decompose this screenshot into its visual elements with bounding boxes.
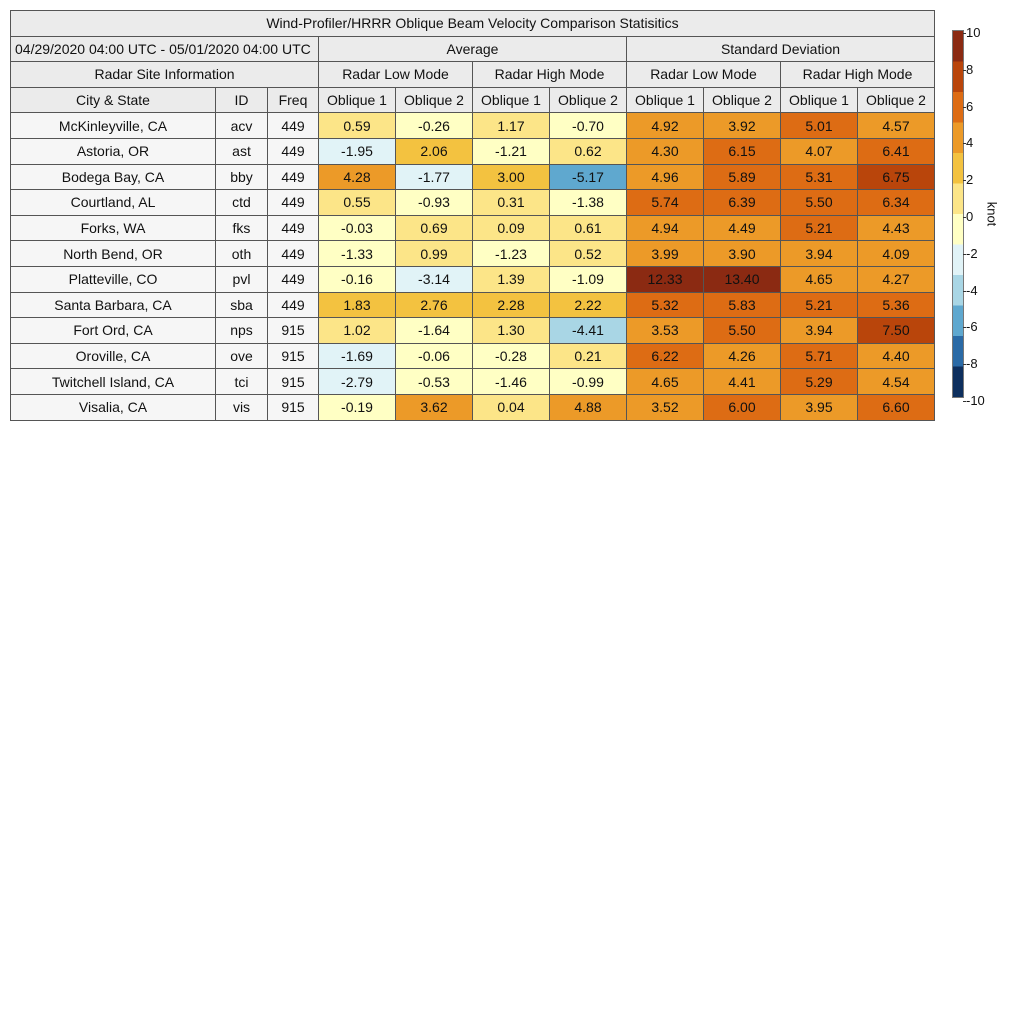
site-city-cell: McKinleyville, CA bbox=[11, 113, 216, 139]
std-high-mode-header: Radar High Mode bbox=[781, 62, 935, 88]
site-freq-cell: 915 bbox=[268, 394, 319, 420]
site-city-cell: Bodega Bay, CA bbox=[11, 164, 216, 190]
table-row bbox=[11, 394, 935, 420]
table-row bbox=[11, 241, 935, 267]
heatmap-cell: -1.23 bbox=[473, 241, 550, 267]
average-group-header: Average bbox=[319, 36, 627, 62]
heatmap-cell: 1.02 bbox=[319, 318, 396, 344]
heatmap-cell: 6.00 bbox=[704, 394, 781, 420]
site-city-cell: Twitchell Island, CA bbox=[11, 369, 216, 395]
heatmap-cell: -1.09 bbox=[550, 266, 627, 292]
table-row bbox=[11, 190, 935, 216]
heatmap-cell: -0.26 bbox=[396, 113, 473, 139]
site-city-cell: Visalia, CA bbox=[11, 394, 216, 420]
heatmap-cell: 4.92 bbox=[627, 113, 704, 139]
heatmap-cell: 0.55 bbox=[319, 190, 396, 216]
col-header-freq: Freq bbox=[268, 87, 319, 113]
heatmap-cell: -5.17 bbox=[550, 164, 627, 190]
site-id-cell: bby bbox=[216, 164, 268, 190]
site-freq-cell: 449 bbox=[268, 164, 319, 190]
table-row bbox=[11, 343, 935, 369]
heatmap-cell: 3.94 bbox=[781, 241, 858, 267]
heatmap-cell: -0.70 bbox=[550, 113, 627, 139]
col-header-avg-low-oblique-2: Oblique 2 bbox=[396, 87, 473, 113]
site-id-cell: oth bbox=[216, 241, 268, 267]
heatmap-cell: 5.71 bbox=[781, 343, 858, 369]
heatmap-cell: 0.99 bbox=[396, 241, 473, 267]
site-freq-cell: 449 bbox=[268, 292, 319, 318]
table-title: Wind-Profiler/HRRR Oblique Beam Velocity Comparison Statisitics bbox=[11, 11, 935, 37]
table-row bbox=[11, 292, 935, 318]
colorbar-tick-label: 6 bbox=[966, 98, 974, 114]
table-body bbox=[11, 113, 935, 420]
heatmap-cell: -1.95 bbox=[319, 138, 396, 164]
heatmap-cell: 5.83 bbox=[704, 292, 781, 318]
heatmap-cell: -0.16 bbox=[319, 266, 396, 292]
heatmap-cell: -0.99 bbox=[550, 369, 627, 395]
colorbar-tick-label: -2 bbox=[966, 245, 978, 261]
heatmap-cell: 0.59 bbox=[319, 113, 396, 139]
site-city-cell: Platteville, CO bbox=[11, 266, 216, 292]
site-freq-cell: 449 bbox=[268, 241, 319, 267]
site-id-cell: ast bbox=[216, 138, 268, 164]
site-freq-cell: 449 bbox=[268, 113, 319, 139]
heatmap-cell: 4.94 bbox=[627, 215, 704, 241]
site-city-cell: Oroville, CA bbox=[11, 343, 216, 369]
site-id-cell: vis bbox=[216, 394, 268, 420]
heatmap-cell: 2.28 bbox=[473, 292, 550, 318]
heatmap-cell: 0.62 bbox=[550, 138, 627, 164]
site-freq-cell: 449 bbox=[268, 190, 319, 216]
heatmap-cell: 5.50 bbox=[704, 318, 781, 344]
table-row bbox=[11, 113, 935, 139]
heatmap-cell: 5.36 bbox=[858, 292, 935, 318]
site-id-cell: acv bbox=[216, 113, 268, 139]
heatmap-cell: 3.00 bbox=[473, 164, 550, 190]
heatmap-cell: -1.46 bbox=[473, 369, 550, 395]
site-id-cell: tci bbox=[216, 369, 268, 395]
colorbar-tick-label: 4 bbox=[966, 135, 974, 151]
heatmap-cell: 4.49 bbox=[704, 215, 781, 241]
colorbar-tick-label: -4 bbox=[966, 282, 978, 298]
heatmap-cell: 5.21 bbox=[781, 292, 858, 318]
col-header-avg-low-oblique-1: Oblique 1 bbox=[319, 87, 396, 113]
colorbar-tick-label: 10 bbox=[966, 25, 981, 40]
colorbar-tick-label: 2 bbox=[966, 172, 974, 188]
heatmap-cell: 4.09 bbox=[858, 241, 935, 267]
heatmap-cell: 6.15 bbox=[704, 138, 781, 164]
site-id-cell: sba bbox=[216, 292, 268, 318]
heatmap-cell: -0.53 bbox=[396, 369, 473, 395]
heatmap-cell: -1.69 bbox=[319, 343, 396, 369]
std-group-header: Standard Deviation bbox=[627, 36, 935, 62]
site-city-cell: Fort Ord, CA bbox=[11, 318, 216, 344]
site-id-cell: pvl bbox=[216, 266, 268, 292]
colorbar-tick-label: -6 bbox=[966, 319, 978, 335]
heatmap-cell: -1.77 bbox=[396, 164, 473, 190]
heatmap-cell: 3.53 bbox=[627, 318, 704, 344]
heatmap-cell: -0.93 bbox=[396, 190, 473, 216]
heatmap-cell: 5.21 bbox=[781, 215, 858, 241]
col-header-std-high-oblique-1: Oblique 1 bbox=[781, 87, 858, 113]
heatmap-cell: 4.41 bbox=[704, 369, 781, 395]
heatmap-cell: 4.88 bbox=[550, 394, 627, 420]
heatmap-cell: -1.33 bbox=[319, 241, 396, 267]
heatmap-cell: 3.95 bbox=[781, 394, 858, 420]
col-header-std-low-oblique-1: Oblique 1 bbox=[627, 87, 704, 113]
heatmap-cell: 4.96 bbox=[627, 164, 704, 190]
heatmap-cell: 6.75 bbox=[858, 164, 935, 190]
heatmap-cell: 2.76 bbox=[396, 292, 473, 318]
heatmap-cell: 4.40 bbox=[858, 343, 935, 369]
table-row bbox=[11, 318, 935, 344]
site-freq-cell: 915 bbox=[268, 369, 319, 395]
table-row bbox=[11, 215, 935, 241]
site-info-header: Radar Site Information bbox=[11, 62, 319, 88]
colorbar-tick-label: 0 bbox=[966, 209, 974, 224]
heatmap-cell: 4.57 bbox=[858, 113, 935, 139]
site-freq-cell: 449 bbox=[268, 215, 319, 241]
heatmap-cell: 0.52 bbox=[550, 241, 627, 267]
heatmap-cell: -0.03 bbox=[319, 215, 396, 241]
heatmap-cell: 0.21 bbox=[550, 343, 627, 369]
heatmap-cell: 4.65 bbox=[781, 266, 858, 292]
site-id-cell: fks bbox=[216, 215, 268, 241]
site-id-cell: ctd bbox=[216, 190, 268, 216]
heatmap-cell: 3.52 bbox=[627, 394, 704, 420]
heatmap-cell: -2.79 bbox=[319, 369, 396, 395]
heatmap-cell: 5.32 bbox=[627, 292, 704, 318]
table-row bbox=[11, 369, 935, 395]
heatmap-cell: 3.90 bbox=[704, 241, 781, 267]
col-header-std-low-oblique-2: Oblique 2 bbox=[704, 87, 781, 113]
site-city-cell: Forks, WA bbox=[11, 215, 216, 241]
colorbar bbox=[952, 30, 964, 398]
heatmap-cell: 4.30 bbox=[627, 138, 704, 164]
heatmap-cell: -3.14 bbox=[396, 266, 473, 292]
heatmap-cell: -0.06 bbox=[396, 343, 473, 369]
heatmap-cell: 0.31 bbox=[473, 190, 550, 216]
colorbar-tick-label: -8 bbox=[966, 356, 978, 372]
std-low-mode-header: Radar Low Mode bbox=[627, 62, 781, 88]
heatmap-cell: 6.41 bbox=[858, 138, 935, 164]
heatmap-cell: 6.39 bbox=[704, 190, 781, 216]
heatmap-cell: 7.50 bbox=[858, 318, 935, 344]
heatmap-cell: 0.04 bbox=[473, 394, 550, 420]
heatmap-cell: 5.89 bbox=[704, 164, 781, 190]
site-freq-cell: 449 bbox=[268, 138, 319, 164]
site-id-cell: nps bbox=[216, 318, 268, 344]
site-city-cell: Santa Barbara, CA bbox=[11, 292, 216, 318]
statistics-table bbox=[10, 10, 935, 421]
table-row bbox=[11, 138, 935, 164]
heatmap-cell: 4.65 bbox=[627, 369, 704, 395]
table-row bbox=[11, 164, 935, 190]
heatmap-cell: 5.31 bbox=[781, 164, 858, 190]
table-row bbox=[11, 266, 935, 292]
heatmap-cell: 1.83 bbox=[319, 292, 396, 318]
site-city-cell: North Bend, OR bbox=[11, 241, 216, 267]
site-city-cell: Courtland, AL bbox=[11, 190, 216, 216]
heatmap-cell: 3.99 bbox=[627, 241, 704, 267]
heatmap-cell: -1.21 bbox=[473, 138, 550, 164]
heatmap-cell: 0.09 bbox=[473, 215, 550, 241]
heatmap-cell: 4.27 bbox=[858, 266, 935, 292]
heatmap-cell: 1.30 bbox=[473, 318, 550, 344]
site-freq-cell: 915 bbox=[268, 318, 319, 344]
heatmap-cell: 2.22 bbox=[550, 292, 627, 318]
heatmap-cell: 0.61 bbox=[550, 215, 627, 241]
heatmap-cell: -1.64 bbox=[396, 318, 473, 344]
heatmap-cell: 13.40 bbox=[704, 266, 781, 292]
site-id-cell: ove bbox=[216, 343, 268, 369]
heatmap-cell: 1.39 bbox=[473, 266, 550, 292]
colorbar-tick-label: -10 bbox=[966, 393, 985, 408]
heatmap-cell: 6.34 bbox=[858, 190, 935, 216]
heatmap-cell: 4.28 bbox=[319, 164, 396, 190]
avg-low-mode-header: Radar Low Mode bbox=[319, 62, 473, 88]
heatmap-cell: -0.19 bbox=[319, 394, 396, 420]
col-header-city: City & State bbox=[11, 87, 216, 113]
heatmap-cell: 2.06 bbox=[396, 138, 473, 164]
colorbar-tick-label: 8 bbox=[966, 61, 974, 77]
heatmap-cell: 5.01 bbox=[781, 113, 858, 139]
col-header-avg-high-oblique-2: Oblique 2 bbox=[550, 87, 627, 113]
heatmap-cell: 4.07 bbox=[781, 138, 858, 164]
heatmap-cell: 4.54 bbox=[858, 369, 935, 395]
colorbar-unit-label: knot bbox=[984, 201, 1000, 227]
date-range: 04/29/2020 04:00 UTC - 05/01/2020 04:00 UTC bbox=[11, 36, 319, 62]
heatmap-cell: 5.50 bbox=[781, 190, 858, 216]
heatmap-cell: 1.17 bbox=[473, 113, 550, 139]
heatmap-cell: 6.22 bbox=[627, 343, 704, 369]
heatmap-cell: 5.29 bbox=[781, 369, 858, 395]
col-header-avg-high-oblique-1: Oblique 1 bbox=[473, 87, 550, 113]
heatmap-cell: 3.94 bbox=[781, 318, 858, 344]
heatmap-cell: 6.60 bbox=[858, 394, 935, 420]
heatmap-cell: -0.28 bbox=[473, 343, 550, 369]
heatmap-cell: -4.41 bbox=[550, 318, 627, 344]
heatmap-cell: 3.62 bbox=[396, 394, 473, 420]
heatmap-cell: 4.43 bbox=[858, 215, 935, 241]
heatmap-cell: 12.33 bbox=[627, 266, 704, 292]
col-header-id: ID bbox=[216, 87, 268, 113]
heatmap-cell: -1.38 bbox=[550, 190, 627, 216]
site-freq-cell: 915 bbox=[268, 343, 319, 369]
site-city-cell: Astoria, OR bbox=[11, 138, 216, 164]
avg-high-mode-header: Radar High Mode bbox=[473, 62, 627, 88]
heatmap-cell: 0.69 bbox=[396, 215, 473, 241]
site-freq-cell: 449 bbox=[268, 266, 319, 292]
col-header-std-high-oblique-2: Oblique 2 bbox=[858, 87, 935, 113]
heatmap-cell: 5.74 bbox=[627, 190, 704, 216]
heatmap-cell: 3.92 bbox=[704, 113, 781, 139]
heatmap-cell: 4.26 bbox=[704, 343, 781, 369]
